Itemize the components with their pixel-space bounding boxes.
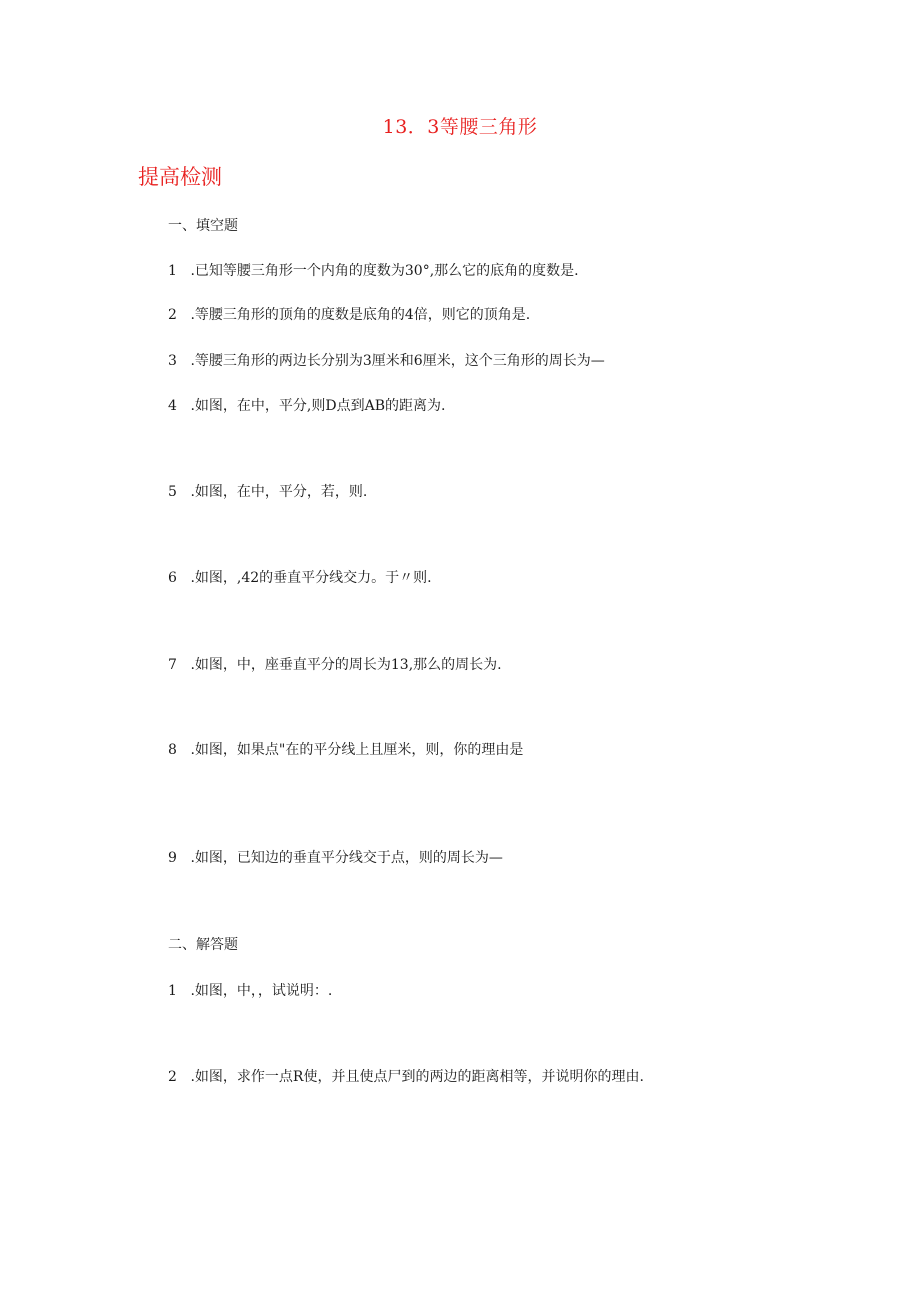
question-item (168, 395, 445, 415)
question-text: .如图，中，座垂直平分的周长为13,那么的周长为. (190, 657, 502, 673)
question-item (168, 350, 605, 370)
question-number: 7 (168, 657, 177, 673)
question-item (168, 654, 502, 674)
question-item (168, 980, 332, 1000)
question-item (168, 304, 530, 324)
question-item (168, 847, 503, 867)
question-number: 5 (168, 484, 177, 500)
question-number: 2 (168, 307, 177, 323)
question-item (168, 481, 367, 501)
question-text: .如图，在中，平分,则D点到AB的距离为. (190, 398, 446, 414)
question-text: .如图，,42的垂直平分线交力。于〃则. (190, 570, 432, 586)
question-number: 9 (168, 850, 177, 866)
question-text: .如图，在中，平分，若，则. (190, 484, 368, 500)
question-number: 1 (168, 983, 177, 999)
question-number: 4 (168, 398, 177, 414)
question-text: .如图，中，，试说明：. (190, 983, 333, 999)
section-heading-fill-blank: 一、填空题 (168, 218, 238, 234)
section-heading-answer: 二、解答题 (168, 937, 238, 953)
question-text: .已知等腰三角形一个内角的度数为30°,那么它的底角的度数是. (190, 263, 579, 279)
question-text: .如图，如果点"在的平分线上且厘米，则，你的理由是 (190, 742, 524, 758)
question-text: .如图，求作一点R使，并且使点尸到的两边的距离相等，并说明你的理由. (190, 1069, 644, 1085)
question-item (168, 1066, 644, 1086)
question-item (168, 567, 432, 587)
question-number: 6 (168, 570, 177, 586)
document-title: 13．3等腰三角形 (382, 116, 538, 138)
document-subtitle: 提高检测 (138, 165, 222, 189)
question-text: .如图，已知边的垂直平分线交于点，则的周长为— (190, 850, 503, 866)
question-item (168, 739, 523, 759)
question-text: .等腰三角形的两边长分别为3厘米和6厘米，这个三角形的周长为— (190, 353, 605, 369)
question-number: 8 (168, 742, 177, 758)
question-item (168, 260, 579, 280)
question-text: .等腰三角形的顶角的度数是底角的4倍，则它的顶角是. (190, 307, 531, 323)
question-number: 3 (168, 353, 177, 369)
question-number: 1 (168, 263, 177, 279)
question-number: 2 (168, 1069, 177, 1085)
